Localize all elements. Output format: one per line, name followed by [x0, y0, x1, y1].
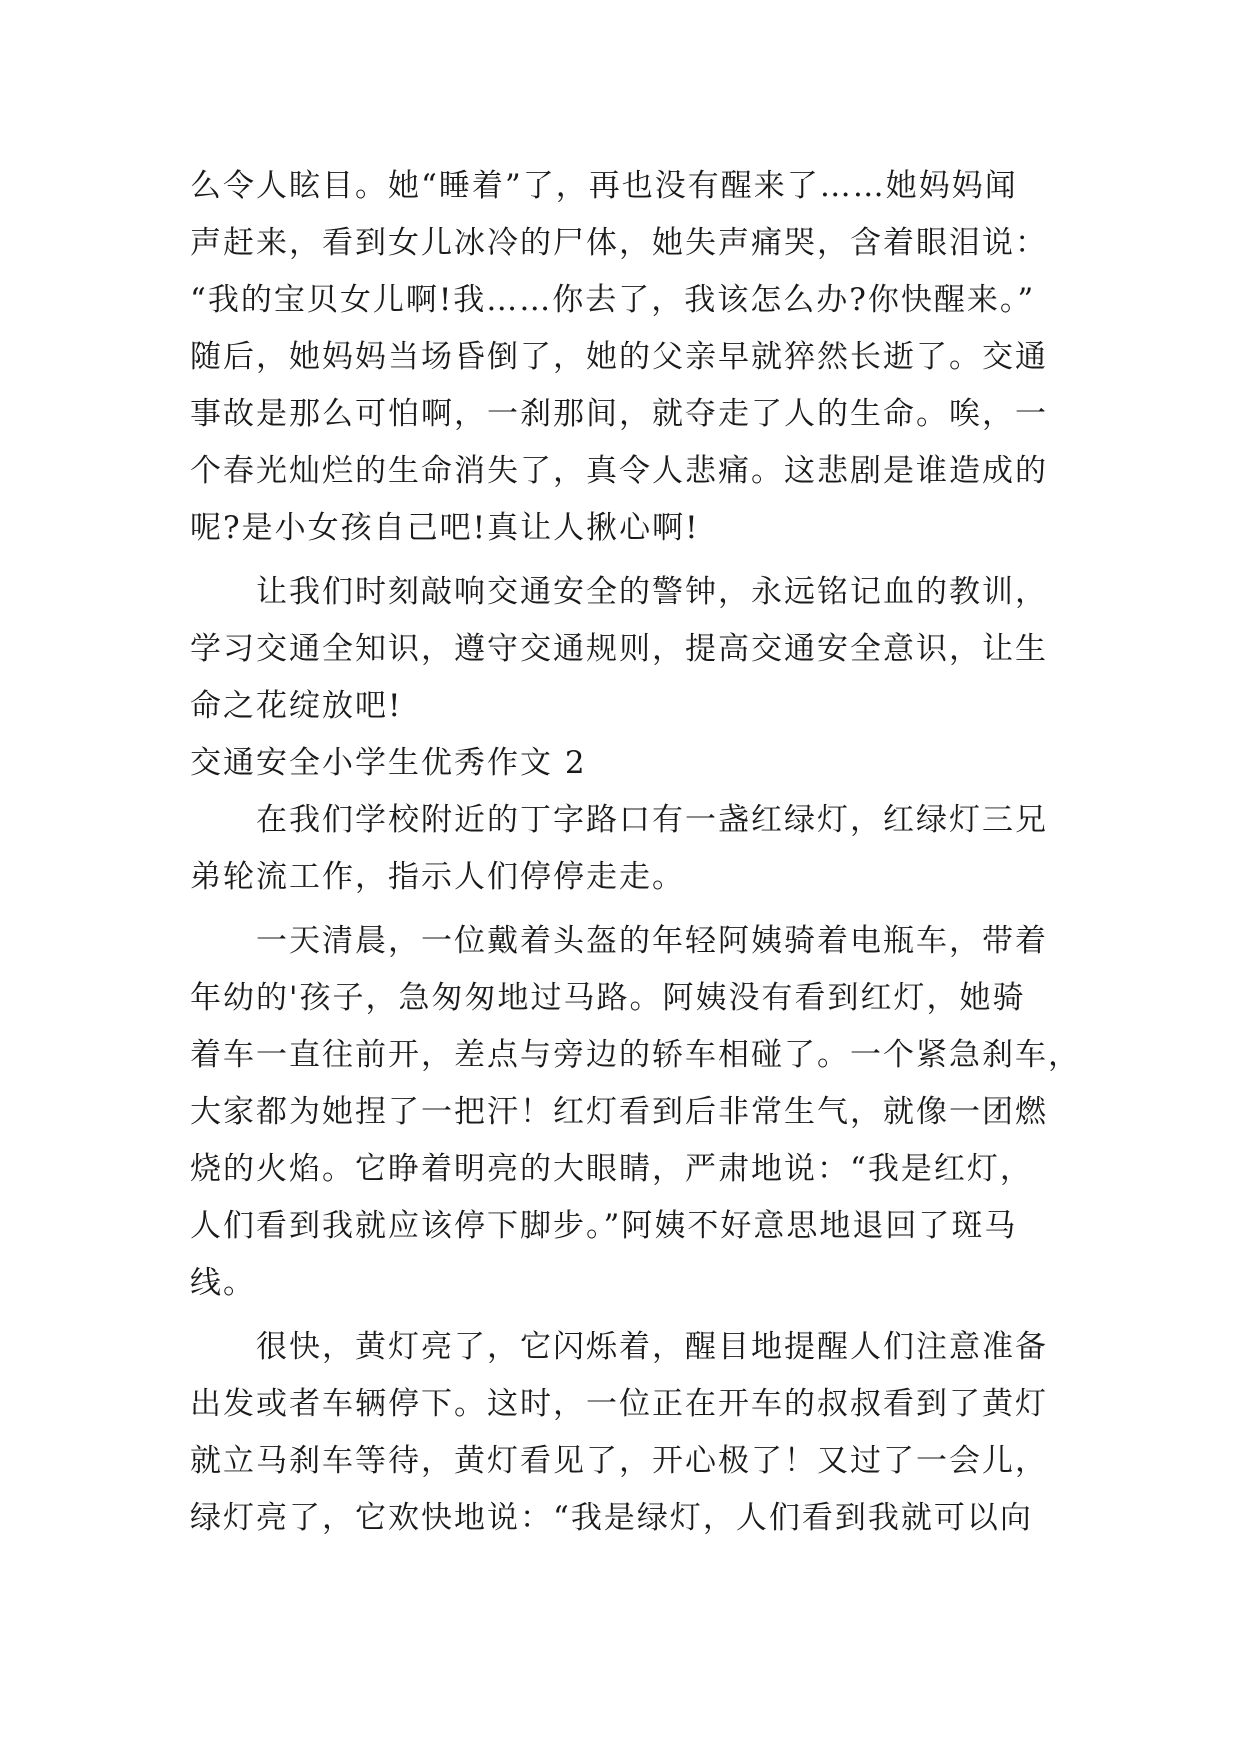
text-line: 线。: [190, 1265, 256, 1301]
text-line: 出发或者车辆停下。这时，一位正在开车的叔叔看到了黄灯: [190, 1386, 1048, 1422]
text-line: 弟轮流工作，指示人们停停走走。: [190, 859, 685, 895]
text-line: 一天清晨，一位戴着头盔的年轻阿姨骑着电瓶车，带着: [256, 923, 1048, 959]
paragraph-red-light: [190, 913, 1081, 1312]
text-line: 声赶来，看到女儿冰冷的尸体，她失声痛哭，含着眼泪说：: [190, 225, 1048, 261]
text-line: 让我们时刻敲响交通安全的警钟，永远铭记血的教训，: [256, 574, 1048, 610]
text-line: 很快，黄灯亮了，它闪烁着，醒目地提醒人们注意准备: [256, 1329, 1048, 1365]
paragraph-safety-appeal: [190, 564, 1060, 735]
text-line: 绿灯亮了，它欢快地说：“我是绿灯，人们看到我就可以向: [190, 1500, 1033, 1536]
paragraph-yellow-green-light: [190, 1319, 1060, 1547]
text-line: 就立马刹车等待，黄灯看见了，开心极了！又过了一会儿，: [190, 1443, 1048, 1479]
text-line: 学习交通全知识，遵守交通规则，提高交通安全意识，让生: [190, 631, 1048, 667]
text-line: 年幼的'孩子，急匆匆地过马路。阿姨没有看到红灯，她骑: [190, 980, 1026, 1016]
paragraph-accident-story: [190, 158, 1060, 557]
text-line: 烧的火焰。它睁着明亮的大眼睛，严肃地说：“我是红灯，: [190, 1151, 1033, 1187]
text-line: “我的宝贝女儿啊!我……你去了，我该怎么办?你快醒来。”: [190, 282, 1036, 318]
paragraph-traffic-light-intro: [190, 792, 1060, 906]
text-line: 着车一直往前开，差点与旁边的轿车相碰了。一个紧急刹车，: [190, 1037, 1081, 1073]
text-line: 随后，她妈妈当场昏倒了，她的父亲早就猝然长逝了。交通: [190, 339, 1048, 375]
text-line: 大家都为她捏了一把汗！红灯看到后非常生气，就像一团燃: [190, 1094, 1048, 1130]
text-line: 人们看到我就应该停下脚步。”阿姨不好意思地退回了斑马: [190, 1208, 1018, 1244]
document-body: [190, 158, 1081, 1547]
essay-heading: 交通安全小学生优秀作文 2: [190, 745, 587, 781]
text-line: 个春光灿烂的生命消失了，真令人悲痛。这悲剧是谁造成的: [190, 453, 1048, 489]
text-line: 在我们学校附近的丁字路口有一盏红绿灯，红绿灯三兄: [256, 802, 1048, 838]
text-line: 么令人眩目。她“睡着”了，再也没有醒来了……她妈妈闻: [190, 168, 1018, 204]
text-line: 命之花绽放吧!: [190, 688, 403, 724]
text-line: 事故是那么可怕啊，一刹那间，就夺走了人的生命。唉，一: [190, 396, 1048, 432]
text-line: 呢?是小女孩自己吧!真让人揪心啊!: [190, 510, 700, 546]
